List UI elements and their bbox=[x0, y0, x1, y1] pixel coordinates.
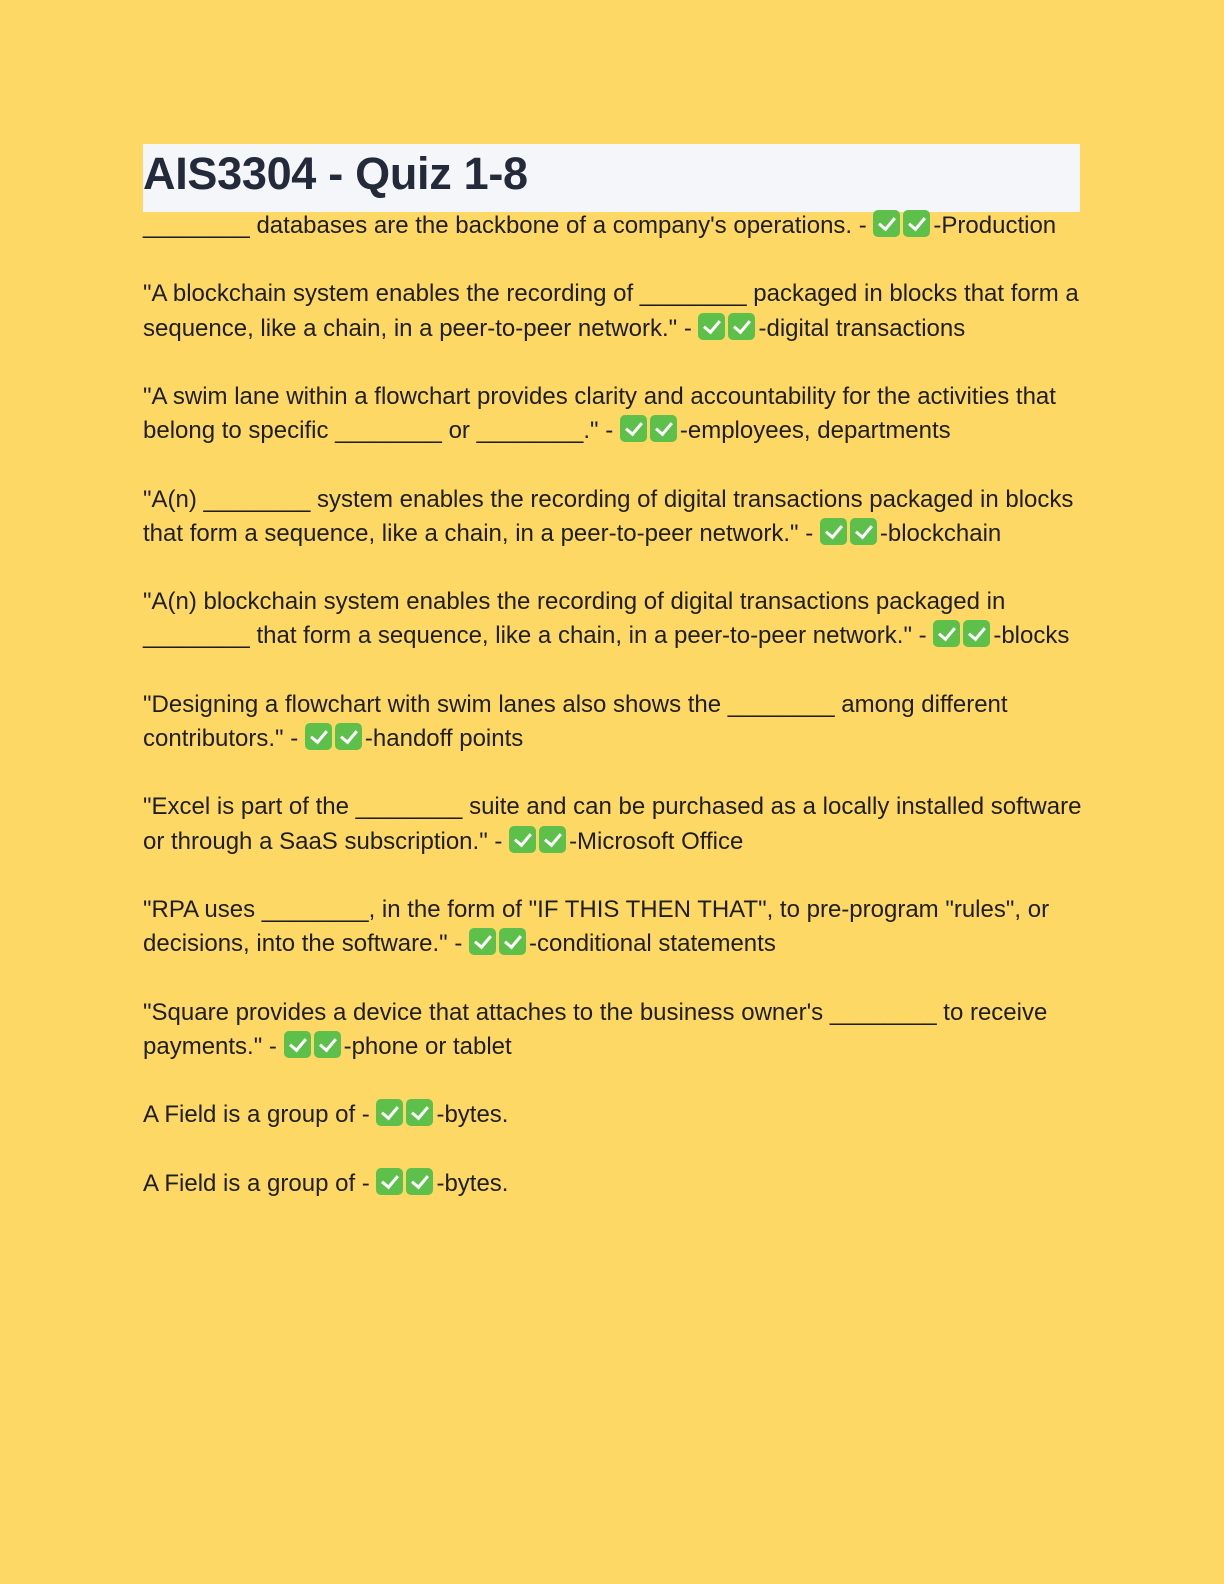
check-mark-button-icon bbox=[539, 826, 566, 853]
question-text: "A swim lane within a flowchart provides clarity and accountability for the activities that belong to specific ________ or ________." - bbox=[143, 382, 1056, 445]
question-item bbox=[143, 790, 1088, 858]
answer-text: -digital transactions bbox=[758, 314, 966, 342]
question-item bbox=[143, 585, 1088, 653]
answer-text: -Microsoft Office bbox=[569, 827, 744, 855]
answer-text: -bytes. bbox=[436, 1169, 509, 1197]
check-mark-button-icon bbox=[963, 620, 990, 647]
check-mark-button-icon bbox=[314, 1031, 341, 1058]
check-mark-button-icon bbox=[406, 1168, 433, 1195]
question-text: "Excel is part of the ________ suite and can be purchased as a locally installed software or through a SaaS subscription." - bbox=[143, 793, 1082, 855]
check-mark-button-icon bbox=[376, 1168, 403, 1195]
check-mark-button-icon bbox=[650, 415, 677, 442]
check-mark-button-icon bbox=[376, 1099, 403, 1126]
check-mark-button-icon bbox=[873, 210, 900, 237]
answer-text: -Production bbox=[933, 212, 1057, 239]
answer-text: -blockchain bbox=[879, 519, 1002, 547]
question-text: "A(n) blockchain system enables the recording of digital transactions packaged in ________ that form a sequence, like a chain, in a peer-to-peer network." - bbox=[143, 588, 1006, 650]
answer-text: -phone or tablet bbox=[343, 1032, 512, 1060]
check-mark-button-icon bbox=[406, 1099, 433, 1126]
question-text: "Designing a flowchart with swim lanes also shows the ________ among different contributors." - bbox=[143, 690, 1008, 752]
check-mark-button-icon bbox=[335, 723, 362, 750]
question-text: "Square provides a device that attaches to the business owner's ________ to receive payments." - bbox=[143, 998, 1048, 1060]
check-mark-button-icon bbox=[305, 723, 332, 750]
question-item bbox=[143, 277, 1088, 345]
question-text: "RPA uses ________, in the form of "IF THIS THEN THAT", to pre-program "rules", or decisions, into the software." - bbox=[143, 895, 1050, 958]
check-mark-button-icon bbox=[620, 415, 647, 442]
question-item bbox=[143, 893, 1088, 961]
check-mark-button-icon bbox=[469, 928, 496, 955]
check-mark-button-icon bbox=[284, 1031, 311, 1058]
question-list bbox=[143, 209, 1088, 1235]
question-item bbox=[143, 688, 1088, 756]
check-mark-button-icon bbox=[903, 210, 930, 237]
title-banner bbox=[143, 144, 1080, 212]
question-text: ________ databases are the backbone of a company's operations. - bbox=[143, 212, 867, 239]
question-text: A Field is a group of - bbox=[143, 1101, 370, 1129]
check-mark-button-icon bbox=[499, 928, 526, 955]
question-item bbox=[143, 1098, 1088, 1132]
answer-text: -conditional statements bbox=[529, 930, 776, 958]
question-item bbox=[143, 380, 1088, 448]
question-text: A Field is a group of - bbox=[143, 1169, 370, 1197]
question-text: "A(n) ________ system enables the recording of digital transactions packaged in blocks that form a sequence, like a chain, in a peer-to-peer network." - bbox=[143, 485, 1074, 547]
page-title: AIS3304 - Quiz 1-8 bbox=[143, 148, 528, 199]
check-mark-button-icon bbox=[820, 518, 847, 545]
question-item bbox=[143, 483, 1088, 551]
question-item bbox=[143, 209, 1088, 243]
check-mark-button-icon bbox=[728, 313, 755, 340]
answer-text: -handoff points bbox=[364, 724, 524, 752]
answer-text: -employees, departments bbox=[679, 417, 951, 445]
check-mark-button-icon bbox=[933, 620, 960, 647]
question-text: "A blockchain system enables the recording of ________ packaged in blocks that form a sequence, like a chain, in a peer-to-peer network." - bbox=[143, 280, 1079, 342]
answer-text: -blocks bbox=[993, 622, 1070, 650]
question-item bbox=[143, 996, 1088, 1064]
question-item bbox=[143, 1167, 1088, 1201]
check-mark-button-icon bbox=[850, 518, 877, 545]
check-mark-button-icon bbox=[509, 826, 536, 853]
answer-text: -bytes. bbox=[436, 1101, 509, 1129]
check-mark-button-icon bbox=[698, 313, 725, 340]
